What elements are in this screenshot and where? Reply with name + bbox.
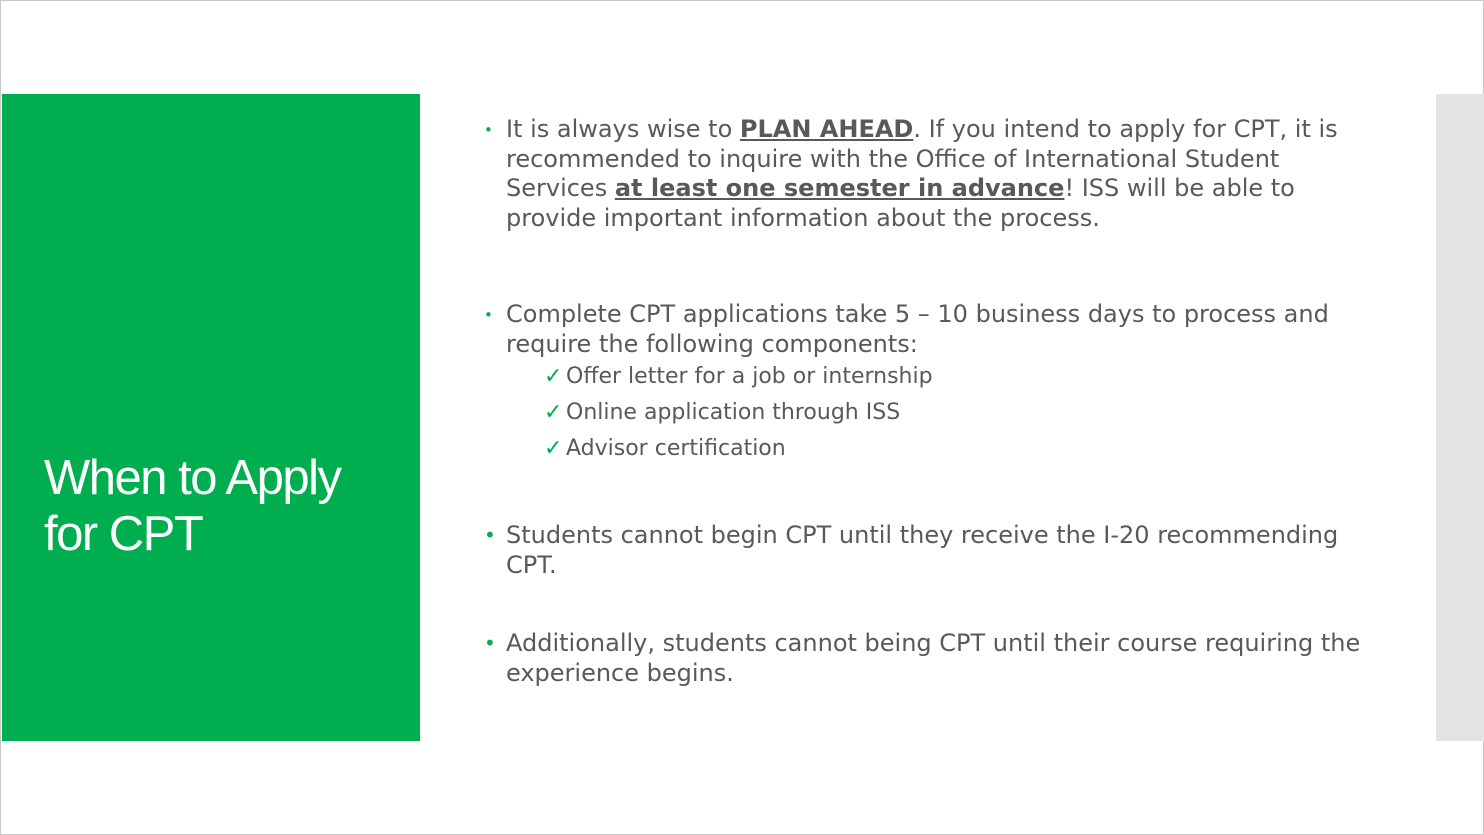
bullet-text: It is always wise to bbox=[506, 115, 740, 143]
bullet-text: Additionally, students cannot being CPT until their course requiring the experience begins. bbox=[506, 629, 1361, 687]
bullet-text: . If you intend to apply for CPT, it is recommended to inquire with the Office of International Student Services bbox=[506, 115, 1338, 202]
bullet-i20-requirement bbox=[484, 521, 1364, 580]
checklist-item-label: Online application through ISS bbox=[566, 400, 901, 425]
bullet-dot-icon: • bbox=[484, 631, 496, 655]
bullet-dot-icon: • bbox=[484, 523, 496, 547]
bullet-course-requirement bbox=[484, 629, 1364, 688]
bullet-text: Complete CPT applications take 5 – 10 business days to process and require the following components: bbox=[506, 300, 1329, 358]
bullet-text: Students cannot begin CPT until they receive the I-20 recommending CPT. bbox=[506, 521, 1339, 579]
side-decoration-bar bbox=[1436, 94, 1484, 741]
checklist-item bbox=[544, 397, 1244, 433]
checkmark-icon: ✓ bbox=[544, 436, 563, 461]
checklist-item-label: Offer letter for a job or internship bbox=[566, 364, 933, 389]
bullet-processing-time bbox=[484, 300, 1364, 359]
checklist-item bbox=[544, 433, 1244, 469]
emphasis-plan-ahead: PLAN AHEAD bbox=[739, 115, 914, 143]
emphasis-semester-advance: at least one semester in advance bbox=[614, 174, 1065, 202]
checklist-item bbox=[544, 361, 1244, 397]
bullet-text: ! ISS will be able to provide important information about the process. bbox=[506, 174, 1295, 232]
bullet-dot-icon: • bbox=[484, 306, 493, 324]
bullet-dot-icon: • bbox=[484, 121, 493, 139]
components-checklist bbox=[544, 361, 1244, 469]
title-panel bbox=[2, 94, 420, 741]
checkmark-icon: ✓ bbox=[544, 400, 563, 425]
slide-content bbox=[484, 1, 1364, 835]
slide-title: When to Apply for CPT bbox=[44, 451, 341, 561]
checkmark-icon: ✓ bbox=[544, 364, 563, 389]
checklist-item-label: Advisor certification bbox=[566, 436, 786, 461]
bullet-plan-ahead bbox=[484, 115, 1364, 233]
